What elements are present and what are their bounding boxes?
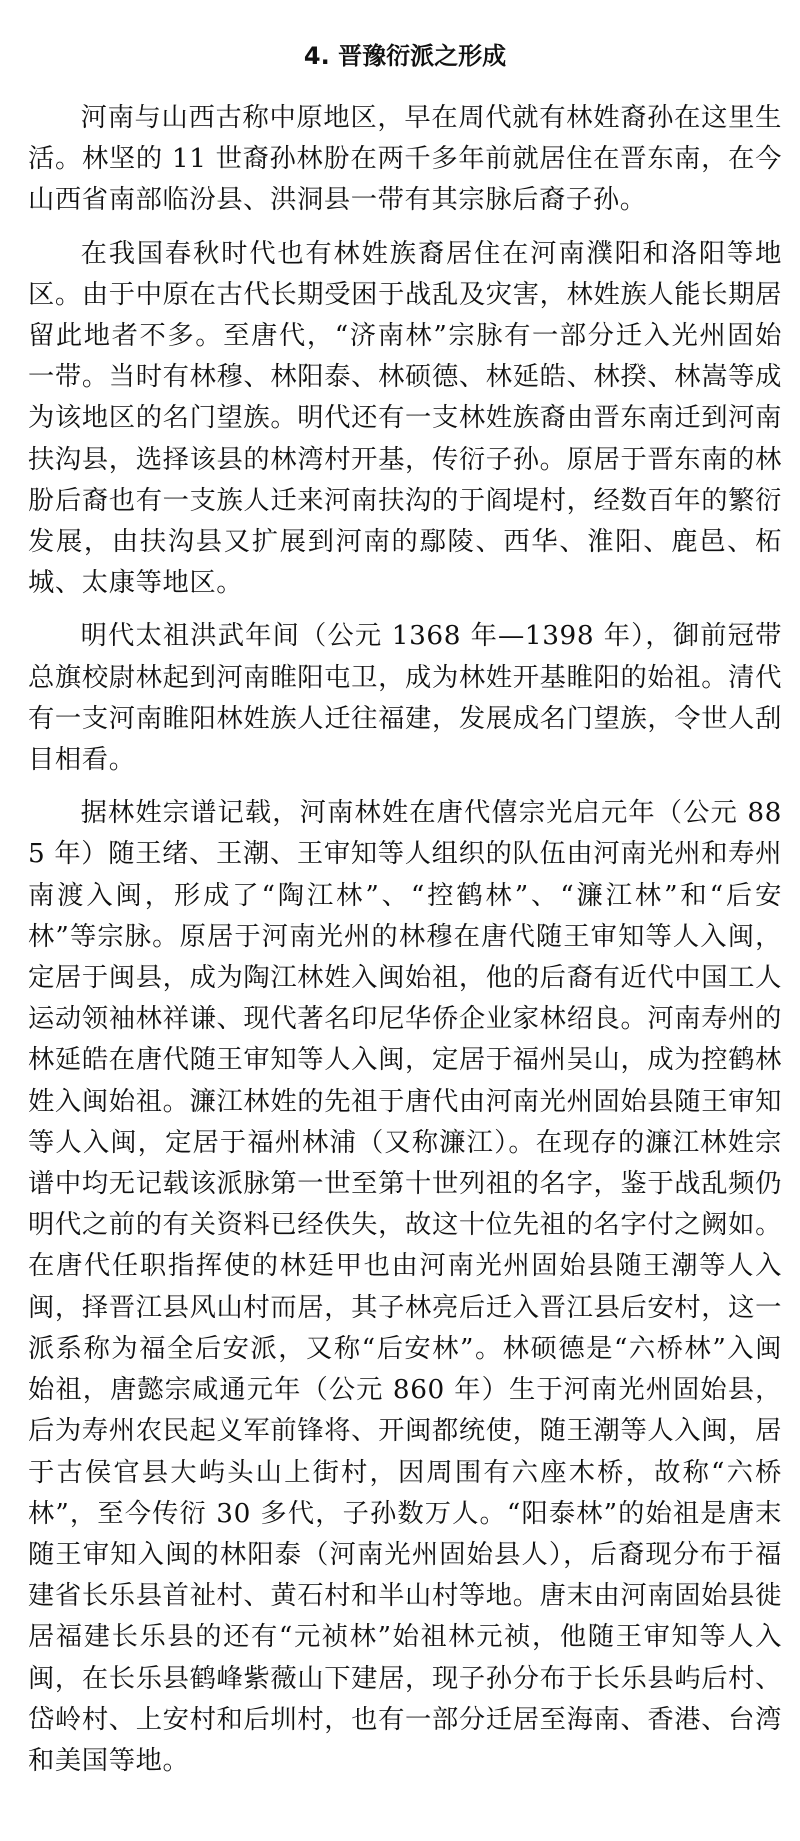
paragraph-ming-hongwu: 明代太祖洪武年间（公元 1368 年—1398 年），御前冠带总旗校尉林起到河南睢阳屯卫，成为林姓开基睢阳的始祖。清代有一支河南睢阳林姓族人迁往福建，发展成名门望族，令世人刮目相看。 <box>28 621 782 776</box>
paragraph-genealogy-records: 据林姓宗谱记载，河南林姓在唐代僖宗光启元年（公元 885 年）随王绪、王潮、王审知等人组织的队伍由河南光州和寿州南渡入闽，形成了“陶江林”、“控鹤林”、“濂江林”和“后安林”等宗脉。原居于河南光州的林穆在唐代随王审知等人入闽，定居于闽县，成为陶江林姓入闽始祖，他的后裔有近代中国工人运动领袖林祥谦、现代著名印尼华侨企业家林绍良。河南寿州的林延皓在唐代随王审知等人入闽，定居于福州吴山，成为控鹤林姓入闽始祖。濂江林姓的先祖于唐代由河南光州固始县随王审知等人入闽，定居于福州林浦（又称濂江）。在现存的濂江林姓宗谱中均无记载该派脉第一世至第十世列祖的名字，鉴于战乱频仍明代之前的有关资料已经佚失，故这十位先祖的名字付之阙如。在唐代任职指挥使的林廷甲也由河南光州固始县随王潮等人入闽，择晋江县风山村而居，其子林亮后迁入晋江县后安村，这一派系称为福全后安派，又称“后安林”。林硕德是“六桥林”入闽始祖，唐懿宗咸通元年（公元 860 年）生于河南光州固始县，后为寿州农民起义军前锋将、开闽都统使，随王潮等人入闽，居于古侯官县大屿头山上街村，因周围有六座木桥，故称“六桥林”，至今传衍 30 多代，子孙数万人。“阳泰林”的始祖是唐末随王审知入闽的林阳泰（河南光州固始县人），后裔现分布于福建省长乐县首祉村、黄石村和半山村等地。唐末由河南固始县徙居福建长乐县的还有“元祯林”始祖林元祯，他随王审知等人入闽，在长乐县鹤峰紫薇山下建居，现子孙分布于长乐县屿后村、岱岭村、上安村和后圳村，也有一部分迁居至海南、香港、台湾和美国等地。 <box>28 798 782 1776</box>
paragraph-spring-autumn: 在我国春秋时代也有林姓族裔居住在河南濮阳和洛阳等地区。由于中原在古代长期受困于战乱及灾害，林姓族人能长期居留此地者不多。至唐代，“济南林”宗脉有一部分迁入光州固始一带。当时有林穆、林阳泰、林硕德、林延皓、林揆、林嵩等成为该地区的名门望族。明代还有一支林姓族裔由晋东南迁到河南扶沟县，选择该县的林湾村开基，传衍子孙。原居于晋东南的林朌后裔也有一支族人迁来河南扶沟的于阎堤村，经数百年的繁衍发展，由扶沟县又扩展到河南的鄢陵、西华、淮阳、鹿邑、柘城、太康等地区。 <box>28 238 782 599</box>
paragraph-henan-shanxi: 河南与山西古称中原地区，早在周代就有林姓裔孙在这里生活。林坚的 11 世裔孙林朌在两千多年前就居住在晋东南，在今山西省南部临汾县、洪洞县一带有其宗脉后裔子孙。 <box>28 103 782 216</box>
section-title: 4. 晋豫衍派之形成 <box>303 42 507 70</box>
